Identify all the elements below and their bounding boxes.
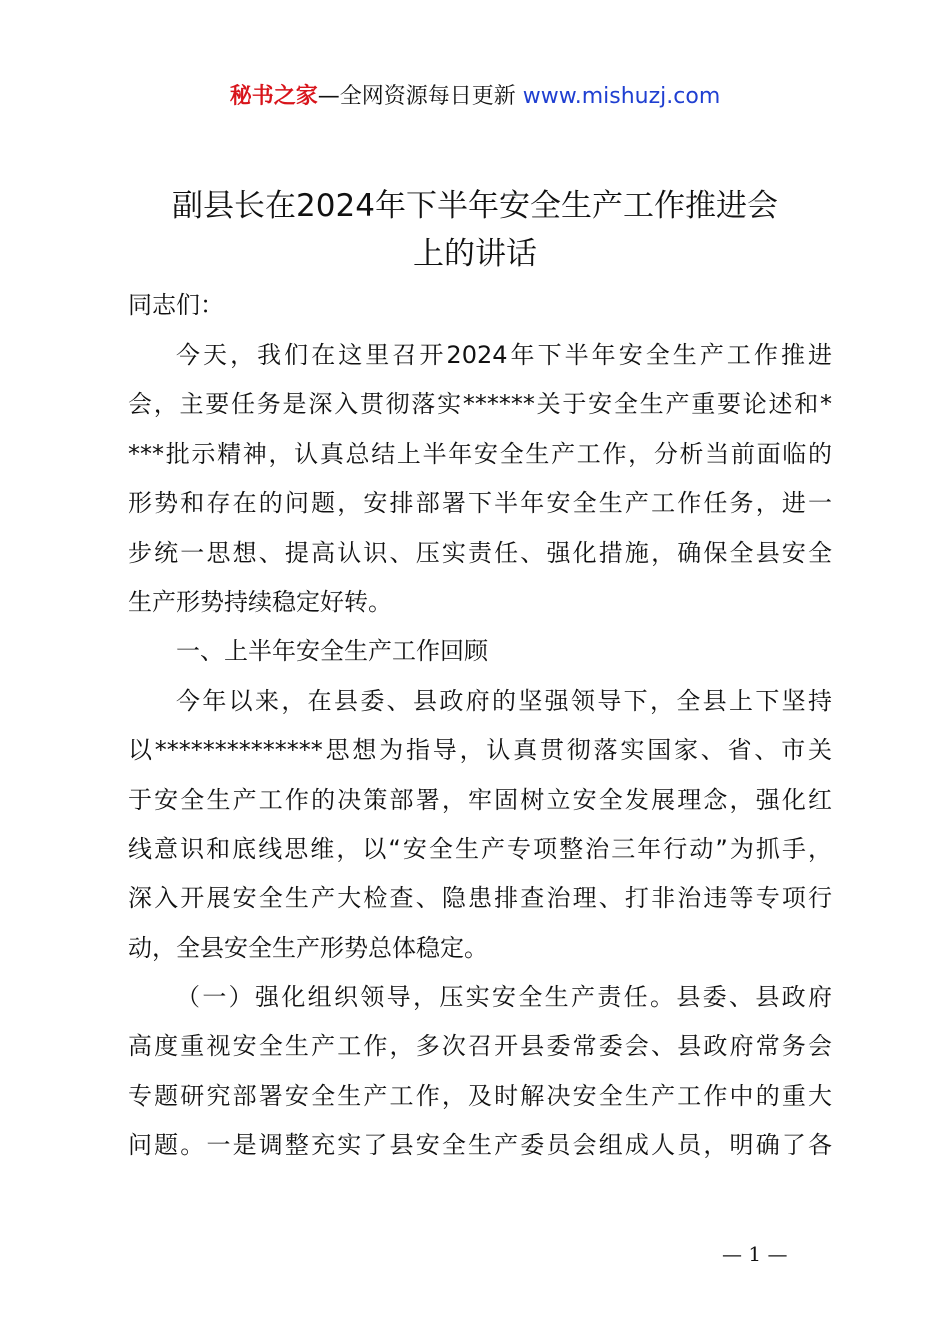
section-heading — [128, 632, 832, 681]
site-tagline: —全网资源每日更新 — [317, 84, 516, 109]
page-number: — 1 — — [722, 1242, 788, 1266]
text-line: ***批示精神，认真总结上半年安全生产工作，分析当前面临的 — [128, 439, 832, 468]
document-body — [128, 336, 832, 1176]
document-title — [100, 182, 850, 278]
paragraph-leadership — [128, 978, 832, 1176]
text-line: 深入开展安全生产大检查、隐患排查治理、打非治违等专项行 — [128, 884, 832, 913]
text-line: 线意识和底线思维，以“安全生产专项整治三年行动”为抓手， — [128, 834, 832, 863]
text-line: 专题研究部署安全生产工作，及时解决安全生产工作中的重大 — [128, 1081, 832, 1110]
text-line: 高度重视安全生产工作，多次召开县委常委会、县政府常务会 — [128, 1032, 832, 1061]
text-line: 以**************思想为指导，认真贯彻落实国家、省、市关 — [128, 736, 832, 765]
text-line: 今天，我们在这里召开2024年下半年安全生产工作推进 — [176, 341, 832, 369]
text-line: 步统一思想、提高认识、压实责任、强化措施，确保全县安全 — [128, 538, 832, 567]
paragraph-review — [128, 682, 832, 978]
salutation: 同志们： — [128, 291, 224, 319]
text-line: 一、上半年安全生产工作回顾 — [176, 637, 488, 666]
paragraph-opening — [128, 336, 832, 632]
site-header — [0, 80, 950, 114]
text-line: 会，主要任务是深入贯彻落实******关于安全生产重要论述和* — [128, 390, 832, 419]
document-title-line-2: 上的讲话 — [413, 236, 537, 272]
text-line: 生产形势持续稳定好转。 — [128, 587, 392, 616]
site-brand: 秘书之家 — [229, 84, 318, 109]
document-title-line-1: 副县长在2024年下半年安全生产工作推进会 — [172, 188, 778, 224]
text-line: 今年以来，在县委、县政府的坚强领导下，全县上下坚持 — [176, 686, 832, 715]
text-line: 于安全生产工作的决策部署，牢固树立安全发展理念，强化红 — [128, 785, 832, 814]
site-url-link[interactable]: www.mishuzj.com — [522, 84, 721, 109]
text-line: 问题。一是调整充实了县安全生产委员会组成人员，明确了各 — [128, 1131, 832, 1160]
text-line: 形势和存在的问题，安排部署下半年安全生产工作任务，进一 — [128, 489, 832, 518]
text-line: （一）强化组织领导，压实安全生产责任。县委、县政府 — [176, 983, 832, 1012]
text-line: 动，全县安全生产形势总体稳定。 — [128, 933, 488, 962]
